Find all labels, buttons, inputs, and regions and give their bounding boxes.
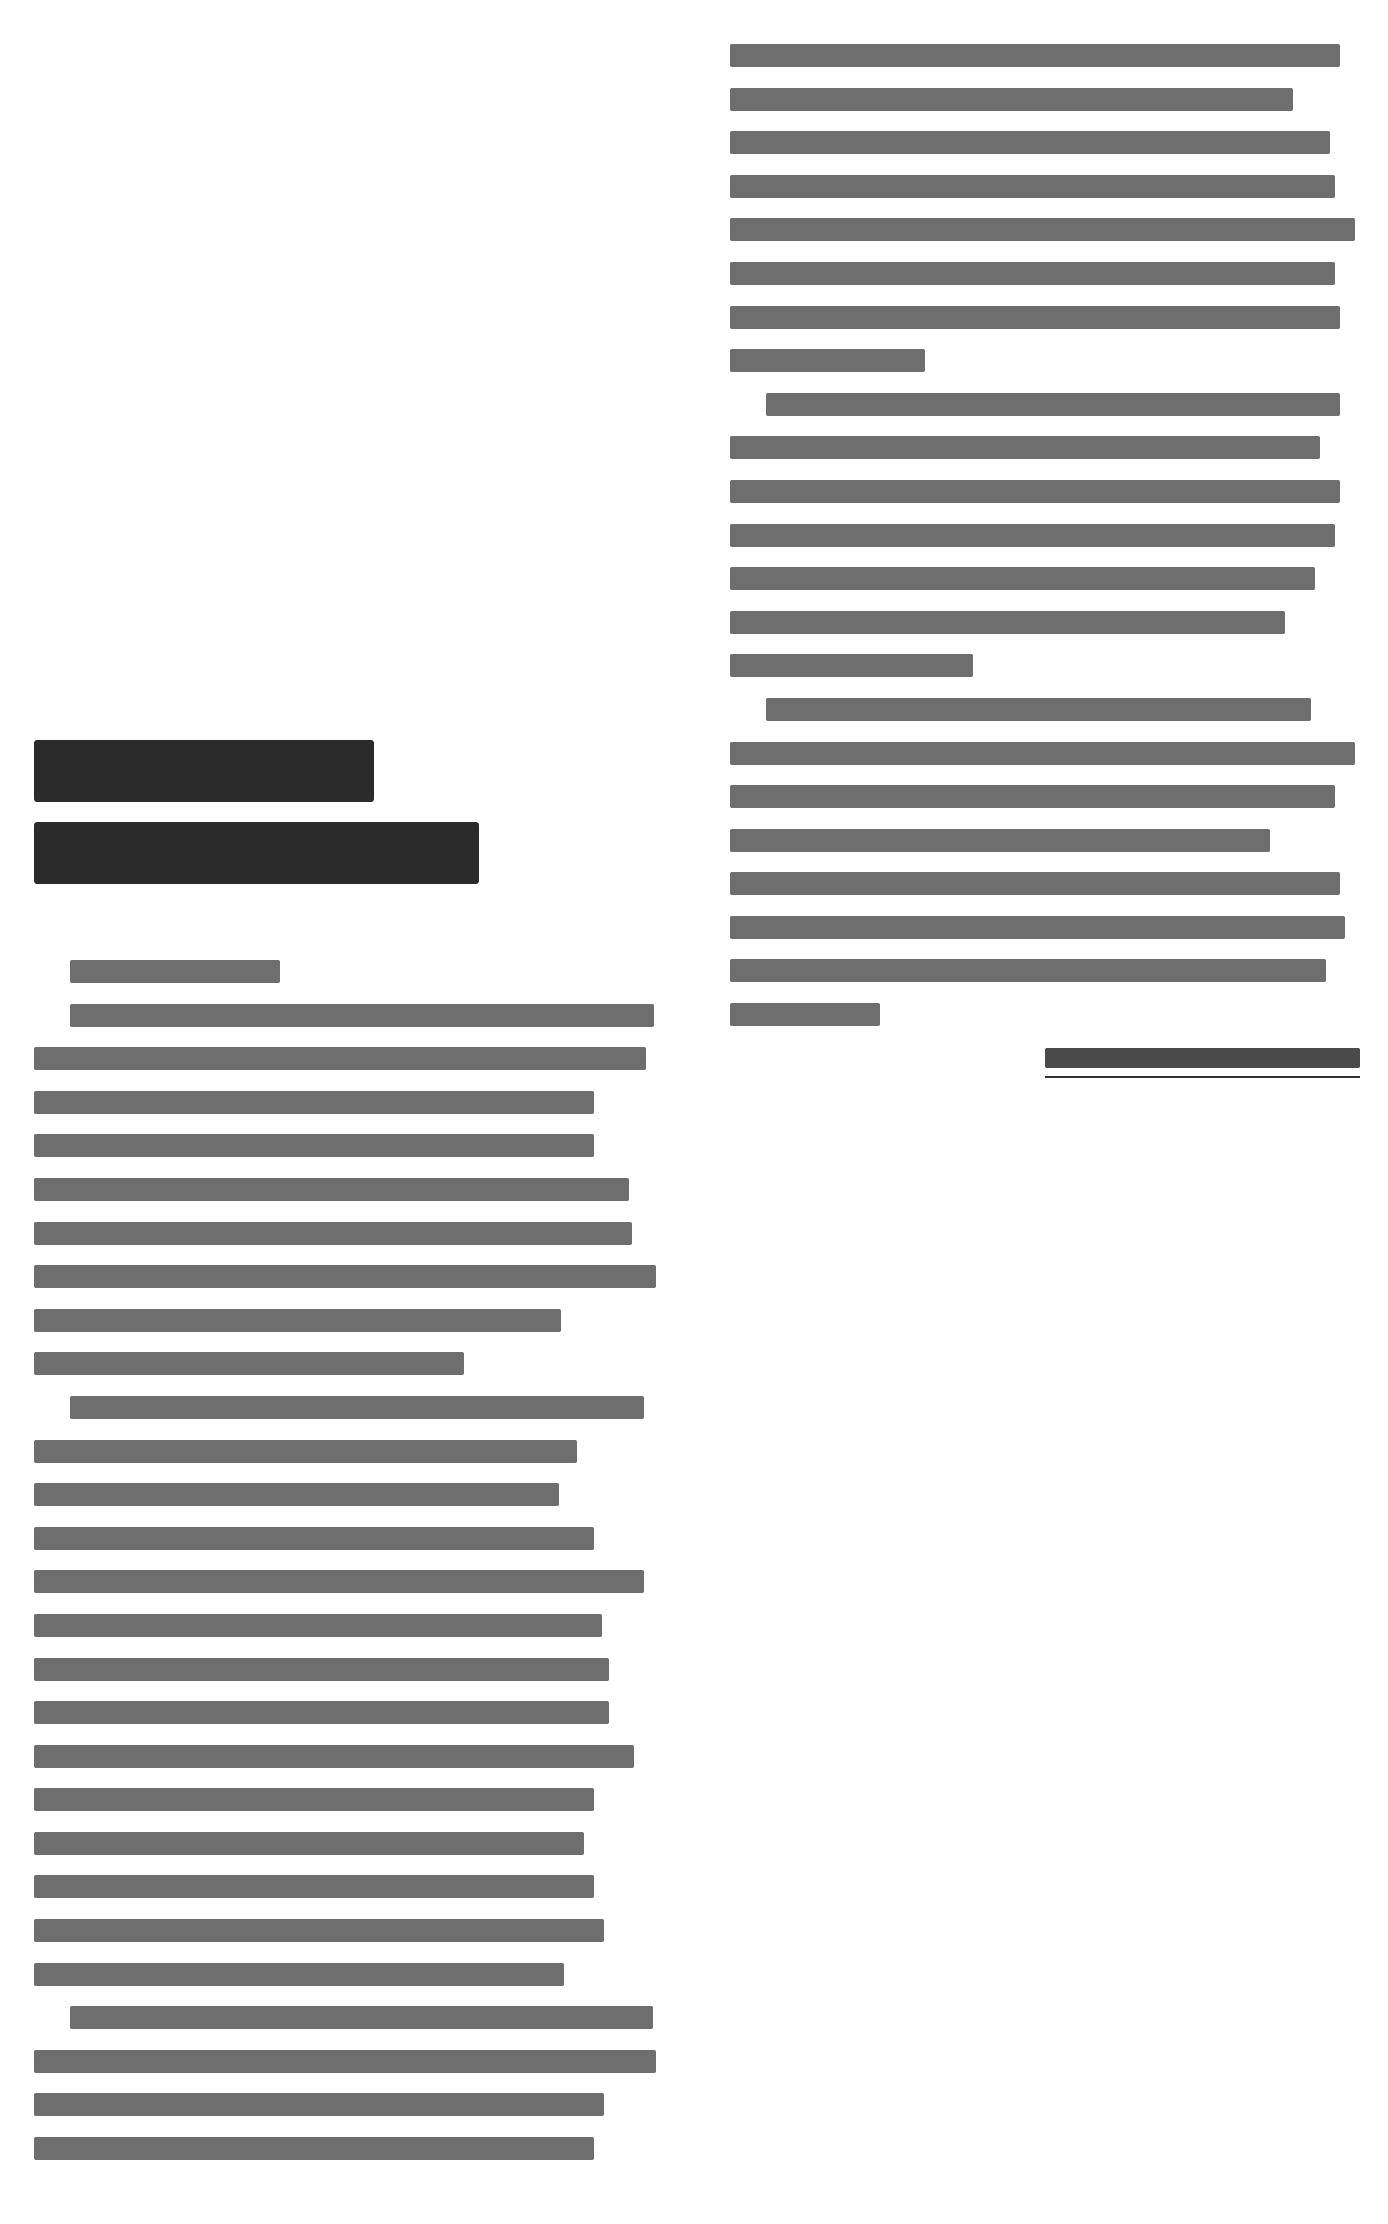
text-line	[730, 785, 1335, 808]
text-line	[34, 1527, 594, 1550]
text-line	[730, 567, 1315, 590]
signature-underline	[1045, 1076, 1360, 1078]
text-line	[730, 44, 1340, 67]
text-line	[730, 916, 1345, 939]
text-line	[730, 611, 1285, 634]
text-line	[730, 480, 1340, 503]
text-line	[34, 1832, 584, 1855]
text-line	[730, 262, 1335, 285]
text-line	[34, 1309, 561, 1332]
right-column	[730, 0, 1360, 1130]
text-line	[34, 1701, 609, 1724]
text-line	[34, 2093, 604, 2116]
text-line	[70, 960, 280, 983]
text-line	[766, 698, 1311, 721]
text-line	[730, 306, 1340, 329]
text-line	[34, 1614, 602, 1637]
author-signature	[1045, 1048, 1360, 1086]
letter-body-part-1	[34, 960, 664, 2181]
text-line	[70, 1396, 644, 1419]
text-line	[730, 872, 1340, 895]
text-line	[34, 1178, 629, 1201]
text-line	[34, 1745, 634, 1768]
text-line	[34, 1091, 594, 1114]
text-line	[730, 436, 1320, 459]
text-line	[34, 2137, 594, 2160]
text-line	[730, 829, 1270, 852]
title-line	[34, 822, 479, 884]
text-line	[34, 1658, 609, 1681]
text-line	[34, 1919, 604, 1942]
text-line	[730, 175, 1335, 198]
text-line	[34, 1570, 644, 1593]
text-line	[34, 1352, 464, 1375]
text-line	[34, 1440, 577, 1463]
text-line	[730, 218, 1355, 241]
text-line	[34, 1483, 559, 1506]
text-line	[730, 1003, 880, 1026]
signature-name	[1045, 1048, 1360, 1068]
text-line	[34, 2050, 656, 2073]
left-column	[34, 0, 664, 2224]
letter-body-part-2	[730, 44, 1360, 1047]
text-line	[730, 88, 1293, 111]
text-line	[730, 959, 1326, 982]
text-line	[70, 2006, 653, 2029]
text-line	[34, 1963, 564, 1986]
text-line	[766, 393, 1340, 416]
text-line	[730, 524, 1335, 547]
text-line	[34, 1047, 646, 1070]
letter-title	[34, 740, 634, 910]
text-line	[34, 1134, 594, 1157]
text-line	[34, 1788, 594, 1811]
text-line	[730, 131, 1330, 154]
text-line	[34, 1222, 632, 1245]
text-line	[34, 1875, 594, 1898]
text-line	[730, 742, 1355, 765]
title-line	[34, 740, 374, 802]
text-line	[730, 654, 973, 677]
text-line	[70, 1004, 654, 1027]
text-line	[730, 349, 925, 372]
text-line	[34, 1265, 656, 1288]
